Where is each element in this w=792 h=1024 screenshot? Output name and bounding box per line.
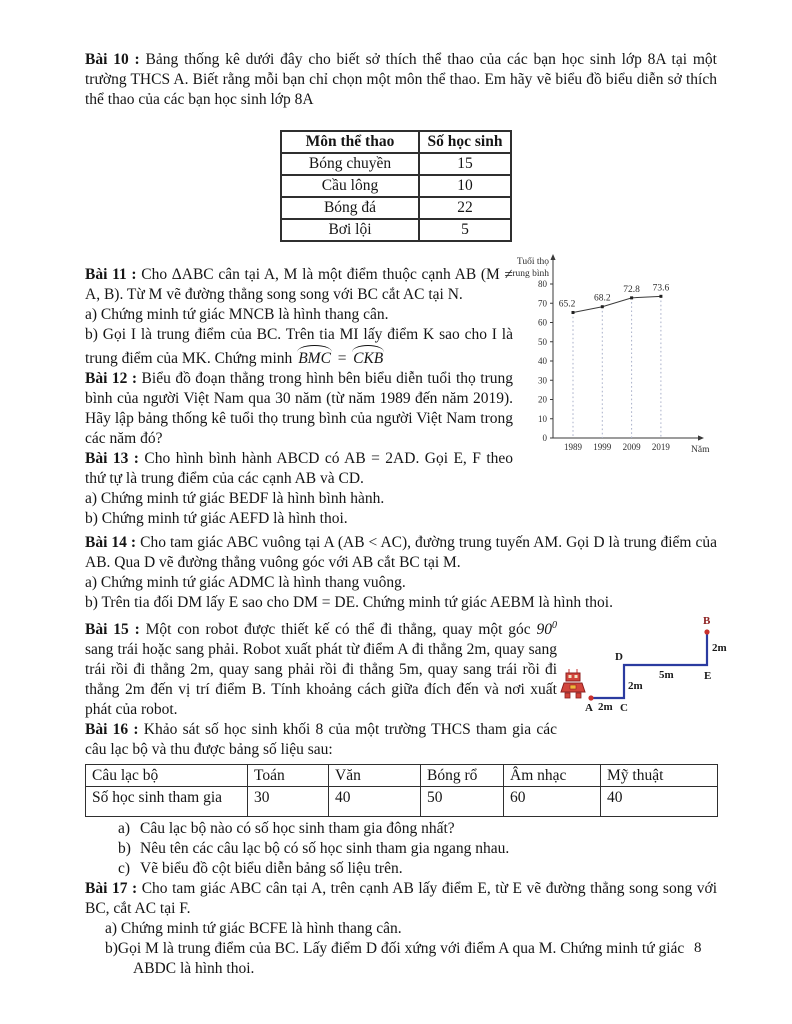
robot-icon [561,669,585,698]
clubs-header-row [86,765,718,787]
problem-17-item-b: b)Gọi M là trung điểm của BC. Lấy điểm D đối xứng với điểm A qua M. Chứng minh tứ giác ABDC là hình thoi. [105,940,685,977]
svg-text:70: 70 [538,298,547,309]
page-number: 8 [694,940,702,956]
problem-13-item-b: b) Chứng minh tứ giác AEFD là hình thoi. [85,510,348,527]
life-expectancy-figure [513,244,725,464]
clubs-table [85,764,718,817]
problem-11-text: Cho ΔABC cân tại A, M là một điểm thuộc cạnh AB (M ≠ A, B). Từ M vẽ đường thẳng song song với BC cắt AC tại N. [85,266,513,303]
sports-table-header-sport: Môn thể thao [281,131,419,153]
problem-14-text: Cho tam giác ABC vuông tại A (AB < AC), đường trung tuyến AM. Gọi D là trung điểm của AB. Qua D vẽ đường thẳng vuông góc với AB cắt BC tại M. [85,534,717,571]
problems-15-16-text-column [85,620,557,760]
svg-text:73.6: 73.6 [652,283,670,294]
life-expectancy-chart [513,244,725,458]
problem-16 [85,720,557,760]
sport-name: Bơi lội [281,219,419,241]
svg-text:1999: 1999 [593,442,612,452]
problem-16-item-b: b) Nêu tên các câu lạc bộ có số học sinh tham gia ngang nhau. [118,840,510,857]
problem-16-item-c: c) Vẽ biểu đồ cột biểu diễn bảng số liệu trên. [118,860,403,877]
problem-13-label: Bài 13 : [85,450,139,467]
sports-table-header-count: Số học sinh [419,131,511,153]
table-header-row [281,131,511,153]
problem-17-item-a: a) Chứng minh tứ giác BCFE là hình thang cân. [105,920,402,937]
clubs-cell: Mỹ thuật [601,765,718,787]
clubs-cell: Âm nhạc [504,765,601,787]
svg-text:20: 20 [538,394,547,405]
svg-text:2009: 2009 [622,442,641,452]
problem-11-item-a: a) Chứng minh tứ giác MNCB là hình thang cân. [85,306,389,323]
problem-17-label: Bài 17 : [85,880,138,897]
problem-13-text: Cho hình bình hành ABCD có AB = 2AD. Gọi E, F theo thứ tự là trung điểm của các cạnh AB và CD. [85,450,514,487]
angle-bmc: BMC [298,350,331,367]
problem-17 [85,879,717,919]
problem-13-item-a: a) Chứng minh tứ giác BEDF là hình bình hành. [85,490,385,507]
sport-name: Cầu lông [281,175,419,197]
label-eb-distance: 2m [712,642,727,654]
problems-11-13-text-column [85,265,513,529]
sport-name: Bóng chuyền [281,153,419,175]
problem-14-block [85,533,717,613]
sport-count: 15 [419,153,511,175]
label-c: C [620,702,628,714]
svg-text:1989: 1989 [564,442,582,452]
svg-text:30: 30 [538,375,547,386]
problem-12-text: Biểu đồ đoạn thẳng trong hình bên biểu diễn tuổi thọ trung bình của người Việt Nam qua 30 năm (từ năm 1989 đến năm 2019). Hãy lập bảng thống kê tuổi thọ trung bình của người Việt Nam trong các năm đó? [85,370,513,447]
problem-14-label: Bài 14 : [85,534,137,551]
problem-16-items [118,819,717,879]
angle-ckb: CKB [353,350,384,367]
problem-16-label: Bài 16 : [85,721,139,738]
problem-15-label: Bài 15 : [85,621,140,638]
svg-text:60: 60 [538,317,547,328]
svg-text:72.8: 72.8 [623,284,640,295]
clubs-values-row [86,787,718,817]
svg-text:65.2: 65.2 [558,299,576,310]
label-a: A [585,702,593,714]
svg-text:trung bình: trung bình [513,269,549,279]
svg-text:0: 0 [542,433,547,443]
point-a-dot [588,695,593,700]
problem-11-item-b: b) Gọi I là trung điểm của BC. Trên tia MI lấy điểm K sao cho I là trung điểm của MK. Chứng minh BMC = CKB [85,326,513,367]
svg-text:10: 10 [538,413,547,424]
svg-text:68.2: 68.2 [593,293,611,304]
problem-11-label: Bài 11 : [85,266,137,283]
svg-text:50: 50 [538,336,547,347]
point-b-dot [704,629,709,634]
label-ac-distance: 2m [598,701,613,713]
clubs-cell: 50 [421,787,504,817]
clubs-cell: Toán [248,765,329,787]
table-row [281,197,511,219]
angle-exponent: 0 [552,619,558,631]
label-cd-distance: 2m [628,680,643,692]
problem-11 [85,265,513,305]
problems-11-13-with-chart [85,242,717,529]
problem-10-text: Bảng thống kê dưới đây cho biết sở thích thể thao của các bạn học sinh lớp 8A tại một trường THCS A. Biết rằng mỗi bạn chỉ chọn một môn thể thao. Em hãy vẽ biểu đồ biểu diễn sở thích thể thao của các bạn học sinh lớp 8A [85,51,717,108]
label-d: D [615,651,623,663]
svg-text:Tuổi thọ: Tuổi thọ [516,257,549,267]
problem-10-label: Bài 10 : [85,51,140,68]
problems-15-16-with-diagram [85,613,727,760]
svg-text:2019: 2019 [651,442,670,452]
problem-10 [85,50,717,110]
clubs-cell: Bóng rổ [421,765,504,787]
label-de-distance: 5m [659,669,674,681]
clubs-cell: 40 [601,787,718,817]
clubs-cell: Số học sinh tham gia [86,787,248,817]
svg-text:80: 80 [538,279,547,289]
problem-13 [85,449,513,489]
clubs-cell: 60 [504,787,601,817]
problem-14 [85,533,717,573]
label-e: E [704,670,712,682]
table-row [281,219,511,241]
clubs-cell: 30 [248,787,329,817]
clubs-cell: 40 [329,787,421,817]
table-row [281,175,511,197]
robot-path-figure [557,609,729,727]
problem-17-text: Cho tam giác ABC cân tại A, trên cạnh AB lấy điểm E, từ E vẽ đường thẳng song song với BC, cắt AC tại F. [85,880,718,917]
problem-16-text: Khảo sát số học sinh khối 8 của một trường THCS tham gia các câu lạc bộ và thu được bảng số liệu sau: [85,721,557,758]
sport-count: 22 [419,197,511,219]
problem-16-item-a: a) Câu lạc bộ nào có số học sinh tham gia đông nhất? [118,820,455,837]
problem-17-block [85,879,717,979]
sports-table [280,130,512,242]
problem-15: Bài 15 : Một con robot được thiết kế có thể đi thẳng, quay một góc $90^0$ sang trái hoặc sang phải. Robot xuất phát từ điểm A đi thẳng 2m, quay sang trái rồi đi thẳng 2m, quay sang phải rồi đi thẳng 5m, quay sang trái rồi đi thẳng 2m đến vị trí điểm B. Tính khoảng cách giữa đích đến và nơi xuất phát của robot. [85,619,558,718]
svg-text:Năm: Năm [691,445,710,455]
label-b: B [703,615,711,627]
clubs-cell: Văn [329,765,421,787]
sport-count: 5 [419,219,511,241]
equals-sign: = [336,350,348,367]
angle-value: 90 [536,621,553,638]
sport-name: Bóng đá [281,197,419,219]
problem-14-item-a: a) Chứng minh tứ giác ADMC là hình thang vuông. [85,574,406,591]
problem-14-item-b: b) Trên tia đối DM lấy E sao cho DM = DE. Chứng minh tứ giác AEBM là hình thoi. [85,594,613,611]
sport-count: 10 [419,175,511,197]
robot-path-diagram [557,609,729,721]
clubs-cell: Câu lạc bộ [86,765,248,787]
problem-12-label: Bài 12 : [85,370,138,387]
problem-12 [85,369,513,449]
table-row [281,153,511,175]
svg-text:40: 40 [538,356,547,366]
robot-path-line [591,632,707,698]
